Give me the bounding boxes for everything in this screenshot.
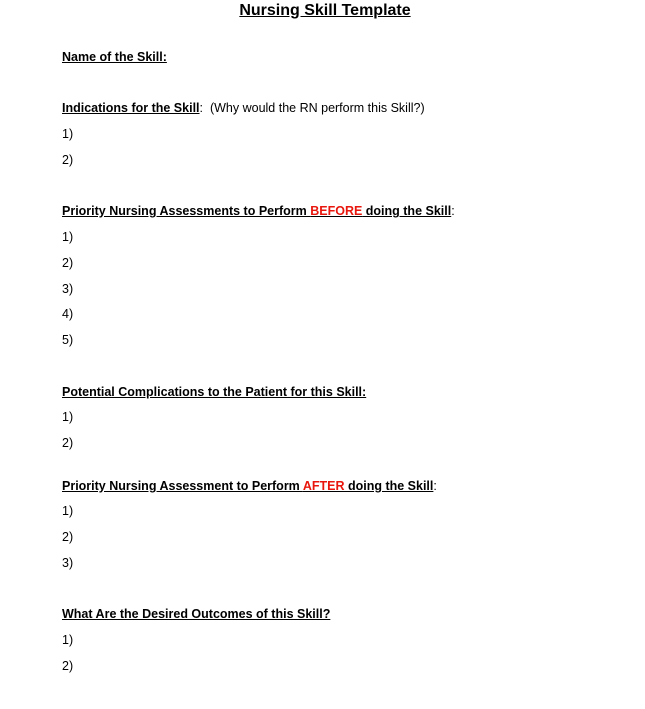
after-assessment-label: Priority Nursing Assessment to Perform AFTER doing the Skill bbox=[62, 479, 434, 493]
outcomes-label: What Are the Desired Outcomes of this Skill? bbox=[62, 607, 331, 621]
indications-label: Indications for the Skill bbox=[62, 101, 200, 115]
list-item: 2) bbox=[62, 530, 74, 544]
page-title: Nursing Skill Template bbox=[239, 2, 411, 19]
list-item: 4) bbox=[62, 307, 74, 321]
before-assessments-label: Priority Nursing Assessments to Perform BEFORE doing the Skill bbox=[62, 204, 452, 218]
complications-heading bbox=[62, 384, 366, 400]
after-emphasis: AFTER bbox=[302, 479, 345, 493]
complications-label: Potential Complications to the Patient for this Skill: bbox=[62, 385, 367, 399]
after-colon: : bbox=[433, 479, 437, 493]
list-item: 2) bbox=[62, 436, 74, 450]
before-emphasis: BEFORE bbox=[310, 204, 363, 218]
after-assessment-heading bbox=[62, 478, 437, 494]
list-item: 1) bbox=[62, 410, 74, 424]
name-of-skill-label: Name of the Skill: bbox=[62, 50, 167, 64]
list-item: 3) bbox=[62, 282, 74, 296]
list-item: 1) bbox=[62, 230, 74, 244]
list-item: 3) bbox=[62, 556, 74, 570]
list-item: 2) bbox=[62, 153, 74, 167]
list-item: 1) bbox=[62, 633, 74, 647]
list-item: 2) bbox=[62, 659, 74, 673]
before-colon: : bbox=[451, 204, 455, 218]
indications-heading bbox=[62, 100, 425, 116]
list-item: 1) bbox=[62, 504, 74, 518]
name-of-skill-heading bbox=[62, 49, 167, 65]
list-item: 2) bbox=[62, 256, 74, 270]
indications-colon: : bbox=[199, 101, 204, 115]
outcomes-heading bbox=[62, 606, 330, 622]
indications-note: (Why would the RN perform this Skill?) bbox=[209, 101, 425, 115]
before-assessments-heading bbox=[62, 203, 455, 219]
list-item: 1) bbox=[62, 127, 74, 141]
list-item: 5) bbox=[62, 333, 74, 347]
